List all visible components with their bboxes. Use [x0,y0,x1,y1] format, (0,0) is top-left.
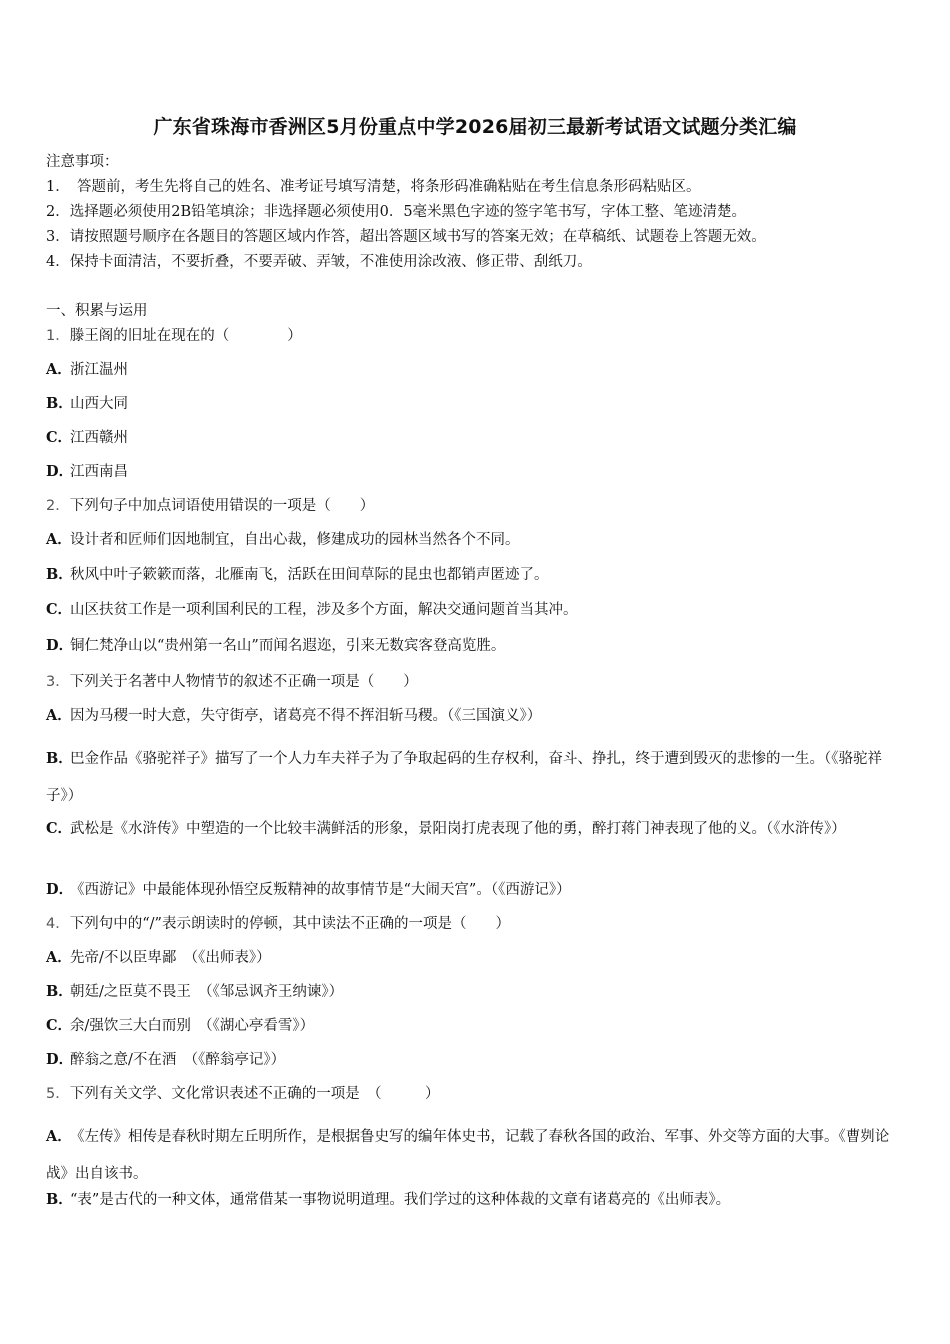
option-label: A． [46,531,72,548]
option-a [46,1118,910,1193]
option-text: 山西大同 [70,396,128,412]
option-label: D． [46,881,74,898]
option-text: 山区扶贫工作是一项利国利民的工程，涉及多个方面，解决交通问题首当其冲。 [70,602,578,618]
option-text: 余/强饮三大白而别 （《湖心亭看雪》） [70,1018,315,1034]
option-a [46,530,910,550]
option-label: B． [46,566,73,583]
notice-item: 1． 答题前，考生先将自己的姓名、准考证号填写清楚，将条形码准确粘贴在考生信息条形码粘贴区。 [46,179,701,195]
option-text: 铜仁梵净山以“贵州第一名山”而闻名遐迩，引来无数宾客登高览胜。 [70,638,506,654]
question-text: 下列关于名著中人物情节的叙述不正确一项是（ ） [69,674,418,690]
option-text: 《西游记》中最能体现孙悟空反叛精神的故事情节是“大闹天宫”。（《西游记》） [70,882,571,898]
question-stem [46,326,910,346]
option-label: C． [46,601,73,618]
option-d [46,462,910,482]
option-c [46,428,910,448]
option-a [46,948,910,968]
notice-item: 2．选择题必须使用2B铅笔填涂；非选择题必须使用0．5毫米黑色字迹的签字笔书写，字体工整、笔迹清楚。 [46,204,747,220]
option-text: 因为马稷一时大意，失守街亭，诸葛亮不得不挥泪斩马稷。（《三国演义》） [70,708,542,724]
option-c [46,600,910,620]
question-text: 下列有关文学、文化常识表述不正确的一项是 （ ） [69,1086,440,1102]
question-number: 4． [46,916,70,932]
notice-heading: 注意事项： [46,154,119,170]
question-number: 2． [46,498,70,514]
option-label: A． [46,361,72,378]
option-d [46,1050,910,1070]
option-b [46,565,910,585]
option-d [46,880,910,900]
option-text: 江西赣州 [70,430,128,446]
notice-item: 3．请按照题号顺序在各题目的答题区域内作答，超出答题区域书写的答案无效；在草稿纸、试题卷上答题无效。 [46,229,766,245]
option-c [46,1016,910,1036]
option-text: 先帝/不以臣卑鄙 （《出师表》） [70,950,271,966]
option-text: 武松是《水浒传》中塑造的一个比较丰满鲜活的形象，景阳岗打虎表现了他的勇，醉打蒋门神表现了他的义。（《水浒传》） [70,821,846,837]
question-number: 1． [46,328,70,344]
option-d [46,636,910,656]
option-text: 秋风中叶子簌簌而落，北雁南飞，活跃在田间草际的昆虫也都销声匿迹了。 [70,567,549,583]
option-text: “表”是古代的一种文体，通常借某一事物说明道理。我们学过的这种体裁的文章有诸葛亮的《出师表》。 [70,1192,731,1208]
option-text: 巴金作品《骆驼祥子》描写了一个人力车夫祥子为了争取起码的生存权利，奋斗、挣扎，终于遭到毁灭的悲惨的一生。（《骆驼祥子》） [46,751,882,804]
question-number: 3． [46,674,70,690]
option-text: 设计者和匠师们因地制宜，自出心裁，修建成功的园林当然各个不同。 [70,532,520,548]
option-b [46,1190,910,1210]
option-text: 浙江温州 [70,362,128,378]
option-label: B． [46,1191,73,1208]
notice-item: 4．保持卡面清洁，不要折叠，不要弄破、弄皱，不准使用涂改液、修正带、刮纸刀。 [46,254,592,270]
option-b [46,982,910,1002]
document-title: 广东省珠海市香洲区5月份重点中学2026届初三最新考试语文试题分类汇编 [153,116,797,138]
option-label: C． [46,1017,73,1034]
question-stem [46,496,910,516]
question-text: 滕王阁的旧址在现在的（ ） [69,328,302,344]
option-label: D． [46,463,74,480]
option-label: D． [46,1051,74,1068]
option-label: B． [46,750,73,767]
option-a [46,360,910,380]
option-label: C． [46,429,73,446]
question-stem [46,1084,910,1104]
option-label: C． [46,820,73,837]
option-a [46,706,910,726]
section-heading: 一、积累与运用 [46,303,148,319]
option-label: D． [46,637,74,654]
option-b [46,394,910,414]
question-stem [46,672,910,692]
option-label: A． [46,949,72,966]
option-text: 《左传》相传是春秋时期左丘明所作，是根据鲁史写的编年体史书，记载了春秋各国的政治、军事、外交等方面的大事。《曹刿论战》出自该书。 [46,1129,890,1182]
option-text: 醉翁之意/不在酒 （《醉翁亭记》） [70,1052,286,1068]
question-text: 下列句子中加点词语使用错误的一项是（ ） [69,498,375,514]
question-text: 下列句中的“/”表示朗读时的停顿，其中读法不正确的一项是（ ） [69,916,510,932]
question-stem [46,914,910,934]
option-label: A． [46,1128,72,1145]
option-label: A． [46,707,72,724]
option-label: B． [46,983,73,1000]
option-b [46,740,910,815]
question-number: 5． [46,1086,70,1102]
option-label: B． [46,395,73,412]
option-c [46,810,910,848]
option-text: 江西南昌 [70,464,128,480]
option-text: 朝廷/之臣莫不畏王 （《邹忌讽齐王纳谏》） [70,984,344,1000]
